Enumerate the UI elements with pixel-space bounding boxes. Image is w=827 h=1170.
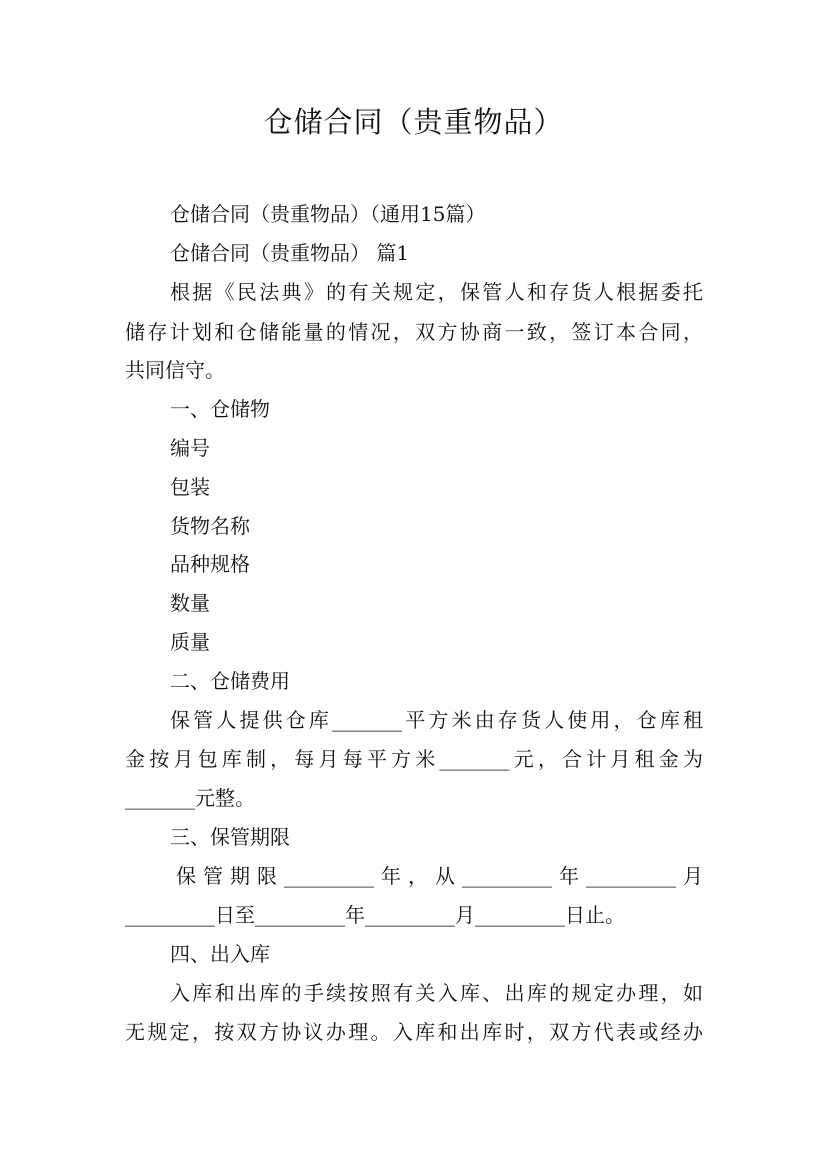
section-heading-1: 仓储合同（贵重物品） 篇1 <box>170 241 410 265</box>
list-item: 品种规格 <box>170 552 250 576</box>
clause-heading-2: 二、仓储费用 <box>170 669 290 693</box>
list-item: 包装 <box>170 475 210 499</box>
paragraph-line: _______元整。 <box>125 786 255 810</box>
paragraph-line: 入库和出库的手续按照有关入库、出库的规定办理，如 <box>170 981 703 1005</box>
document-title: 仓储合同（贵重物品） <box>263 105 564 139</box>
list-item: 数量 <box>170 591 210 615</box>
paragraph-line: 根据《民法典》的有关规定，保管人和存货人根据委托 <box>170 280 703 304</box>
list-item: 编号 <box>170 436 210 460</box>
paragraph-line: 保管期限_________年，从_________年_________月 <box>176 864 703 888</box>
paragraph-line: 保管人提供仓库_______平方米由存货人使用，仓库租 <box>170 708 703 732</box>
paragraph-line: 共同信守。 <box>125 358 225 382</box>
clause-heading-1: 一、仓储物 <box>170 397 270 421</box>
list-item: 质量 <box>170 630 210 654</box>
clause-heading-3: 三、保管期限 <box>170 825 290 849</box>
paragraph-line: 金按月包库制，每月每平方米_______元，合计月租金为 <box>125 747 703 771</box>
list-item: 货物名称 <box>170 514 250 538</box>
paragraph-line: _________日至_________年_________月_________日止。 <box>125 903 625 927</box>
paragraph-line: 无规定，按双方协议办理。入库和出库时，双方代表或经办 <box>125 1020 703 1044</box>
clause-heading-4: 四、出入库 <box>170 942 270 966</box>
subtitle-line: 仓储合同（贵重物品）（通用15篇） <box>170 202 486 226</box>
paragraph-line: 储存计划和仓储能量的情况，双方协商一致，签订本合同， <box>125 320 703 344</box>
